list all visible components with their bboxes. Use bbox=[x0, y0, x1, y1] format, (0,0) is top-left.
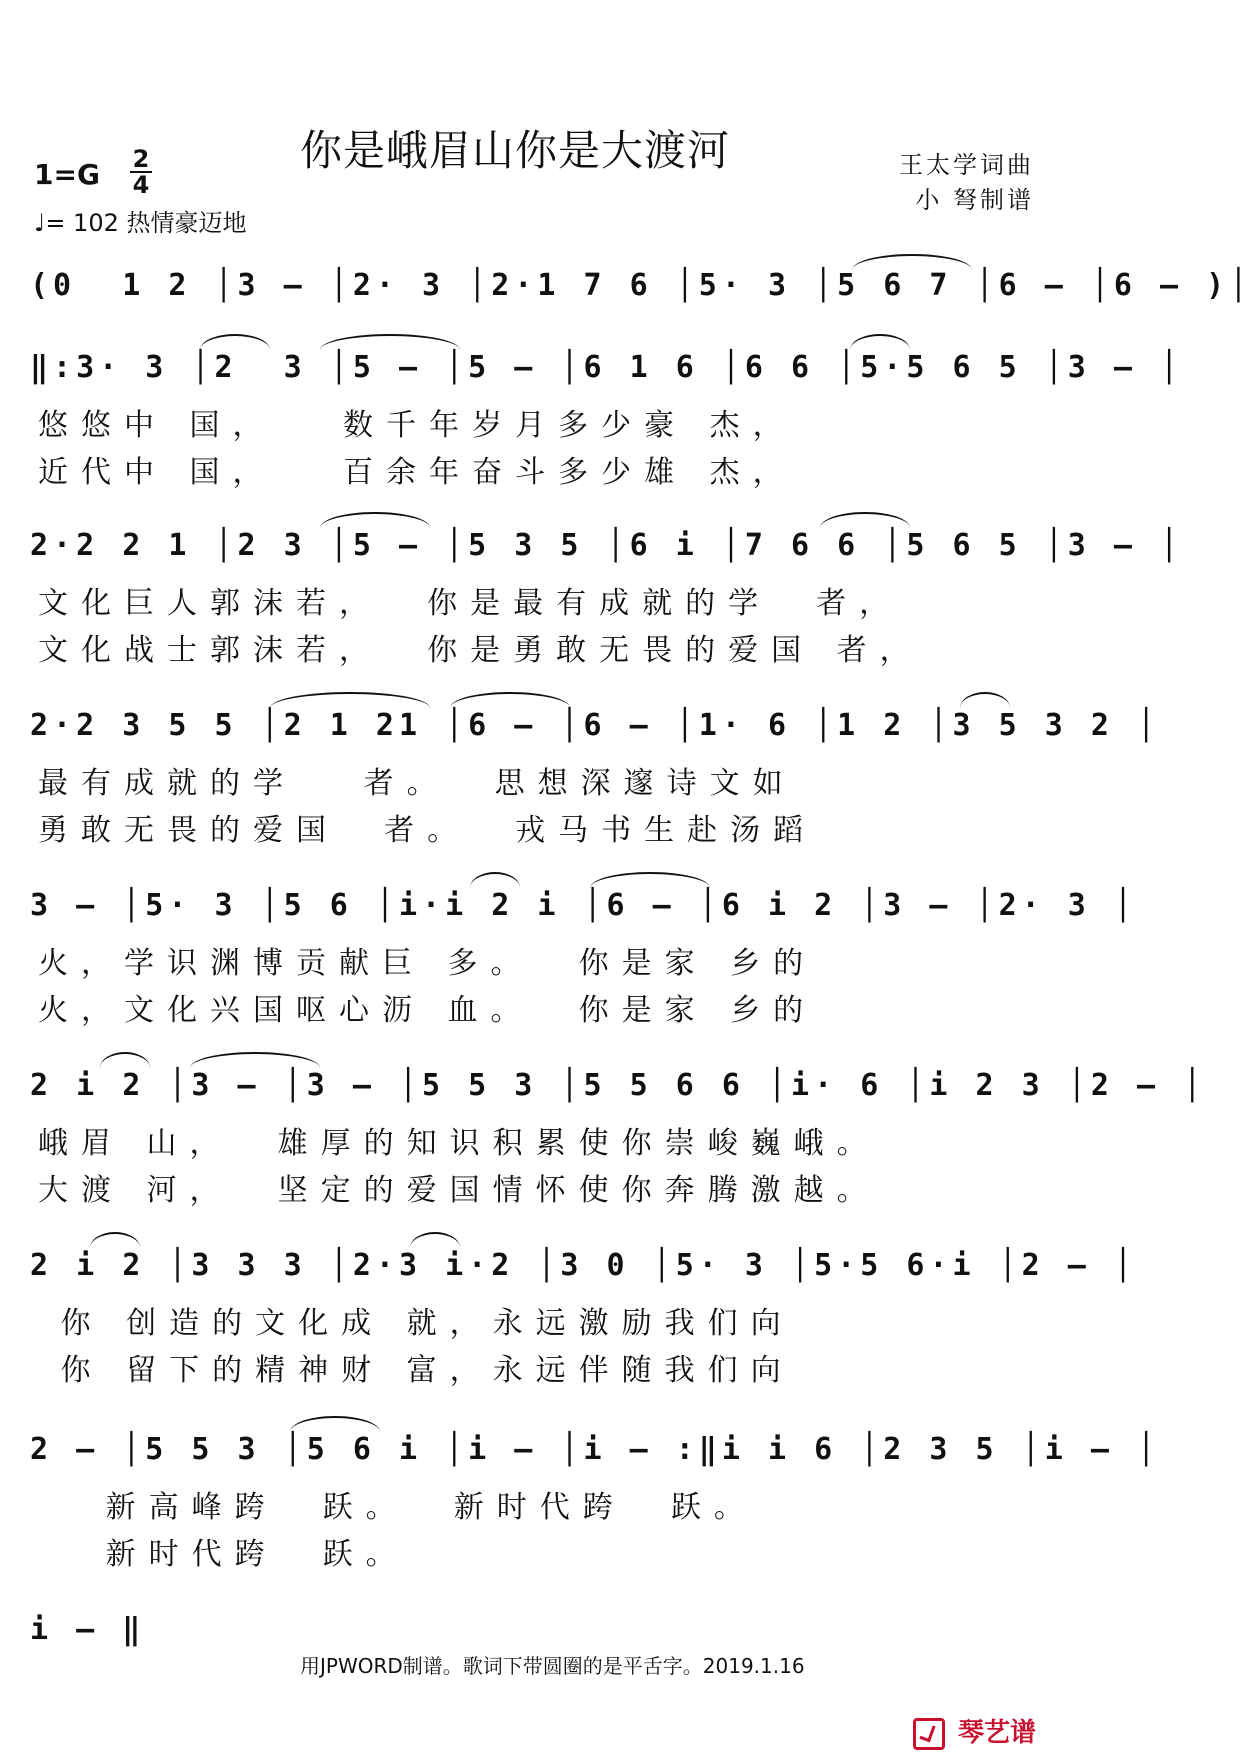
lyrics-verse-1: 文化巨人郭沫若， 你是最有成就的学 者， bbox=[38, 586, 903, 621]
notes: i – ‖ bbox=[30, 1612, 146, 1647]
time-signature-bottom: 4 bbox=[132, 171, 150, 199]
lyrics-verse-1: 最有成就的学 者。 思想深邃诗文如 bbox=[38, 766, 796, 801]
notes: 2 i 2 │3 3 3 │2·3 i·2 │3 0 │5· 3 │5·5 6·i │2 – │ bbox=[30, 1248, 1137, 1283]
notes: 2 – │5 5 3 │5 6 i │i – │i – :‖i i 6 │2 3 5 │i – │ bbox=[30, 1432, 1161, 1467]
lyricist-composer: 王太学词曲 bbox=[899, 151, 1034, 179]
notes: 3 – │5· 3 │5 6 │i·i 2 i │6 – │6 i 2 │3 – │2· 3 │ bbox=[30, 888, 1137, 923]
lyrics-verse-2: 新时代跨 跃。 bbox=[38, 1537, 409, 1572]
brand-logo bbox=[913, 1712, 1036, 1750]
tempo-marking: ♩= 102 热情豪迈地 bbox=[34, 209, 247, 237]
song-title: 你是峨眉山你是大渡河 bbox=[300, 126, 731, 175]
lyrics-verse-1: 你 创造的文化成 就，永远激励我们向 bbox=[38, 1306, 794, 1341]
lyrics-verse-1: 火，学识渊博贡献巨 多。 你是家 乡的 bbox=[38, 946, 817, 981]
lyrics-verse-2: 勇敢无畏的爱国 者。 戎马书生赴汤蹈 bbox=[38, 813, 817, 848]
notes: 2·2 2 1 │2 3 │5 – │5 3 5 │6 i │7 6 6 │5 6 5 │3 – │ bbox=[30, 528, 1184, 563]
notes: 2 i 2 │3 – │3 – │5 5 3 │5 5 6 6 │i· 6 │i 2 3 │2 – │ bbox=[30, 1068, 1207, 1103]
logo-icon bbox=[913, 1718, 945, 1750]
lyrics-verse-2: 大渡 河， 坚定的爱国情怀使你奔腾激越。 bbox=[38, 1173, 880, 1208]
lyrics-verse-2: 你 留下的精神财 富，永远伴随我们向 bbox=[38, 1353, 794, 1388]
brand-text: 琴艺谱 bbox=[957, 1718, 1036, 1748]
lyrics-verse-1: 峨眉 山， 雄厚的知识积累使你崇峻巍峨。 bbox=[38, 1126, 880, 1161]
lyrics-verse-2: 文化战士郭沫若， 你是勇敢无畏的爱国 者， bbox=[38, 633, 923, 668]
footer-note: 用JPWORD制谱。歌词下带圆圈的是平舌字。2019.1.16 bbox=[300, 1654, 805, 1678]
notes: ‖:3· 3 │2 3 │5 – │5 – │6 1 6 │6 6 │5·5 6 5 │3 – │ bbox=[30, 350, 1184, 385]
key-signature: 1=G bbox=[34, 158, 100, 191]
time-signature bbox=[130, 145, 152, 199]
notes: 2·2 3 5 5 │2 1 21 │6 – │6 – │1· 6 │1 2 │3 5 3 2 │ bbox=[30, 708, 1161, 743]
lyrics-verse-1: 悠悠中 国， 数千年岁月多少豪 杰， bbox=[38, 408, 796, 443]
time-signature-top: 2 bbox=[132, 145, 150, 173]
lyrics-verse-2: 火，文化兴国呕心沥 血。 你是家 乡的 bbox=[38, 993, 817, 1028]
notes: (0 1 2 │3 – │2· 3 │2·1 7 6 │5· 3 │5 6 7 │6 – │6 – )│ bbox=[30, 268, 1252, 303]
arranger: 小 弩制谱 bbox=[915, 186, 1034, 214]
lyrics-verse-2: 近代中 国， 百余年奋斗多少雄 杰， bbox=[38, 455, 796, 490]
lyrics-verse-1: 新高峰跨 跃。 新时代跨 跃。 bbox=[38, 1490, 757, 1525]
